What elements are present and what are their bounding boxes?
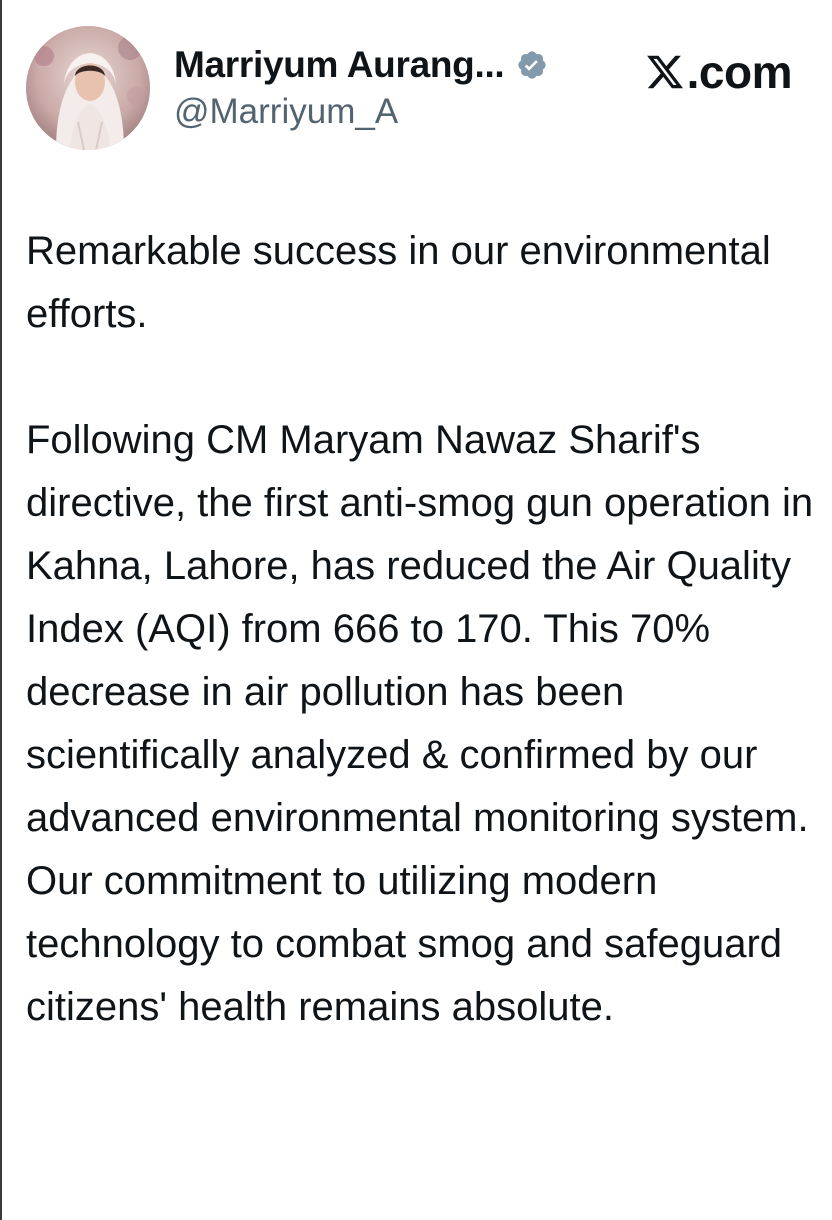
brand-text: .com — [686, 46, 792, 98]
author-identity — [174, 40, 548, 132]
avatar[interactable] — [26, 26, 150, 150]
tweet-paragraph-2: Following CM Maryam Nawaz Sharif's directive, the first anti-smog gun operation in Kahna, Lahore, has reduced the Air Quality Index (AQI) from 666 to 170. This 70% decrease in air pollution has been scientifically analyzed & confirmed by our advanced environmental monitoring system. Our commitment to utilizing modern technology to combat smog and safeguard citizens' health remains absolute. — [26, 418, 814, 1029]
x-logo-icon — [645, 52, 685, 92]
verified-badge-icon — [516, 49, 548, 81]
user-handle[interactable]: @Marriyum_A — [174, 92, 399, 131]
name-row — [174, 40, 548, 90]
profile-photo-icon — [26, 26, 150, 150]
tweet-header — [26, 26, 806, 152]
tweet-text — [26, 220, 816, 1039]
tweet-paragraph-1: Remarkable success in our environmental efforts. — [26, 229, 771, 336]
display-name[interactable]: Marriyum Aurang... — [174, 44, 505, 85]
brand-mark — [645, 44, 792, 100]
